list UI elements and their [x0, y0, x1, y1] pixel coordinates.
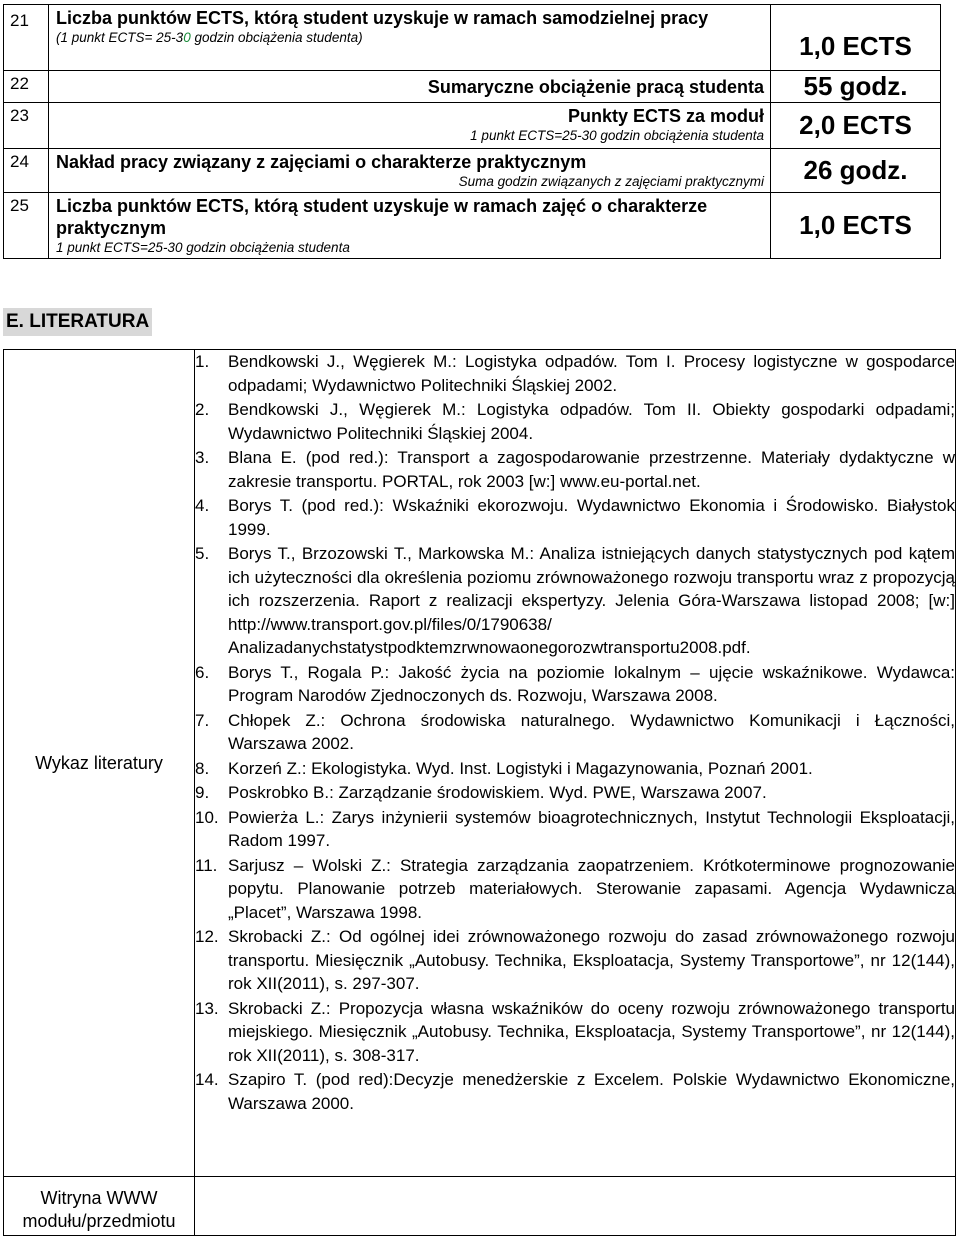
row-number: 22: [4, 71, 49, 103]
literature-item-number: 10.: [195, 807, 219, 827]
literature-item-number: 1.: [195, 352, 210, 371]
row-value: 55 godz.: [771, 71, 941, 103]
row-description: [49, 71, 771, 103]
literature-item: [195, 494, 955, 541]
literature-item: [195, 1068, 955, 1115]
literature-item: [195, 542, 955, 660]
literature-item-text: Poskrobko B.: Zarządzanie środowiskiem. Wyd. PWE, Warszawa 2007.: [228, 783, 767, 802]
literature-item-number: 5.: [195, 544, 210, 563]
literature-item: [195, 854, 955, 925]
literature-item: [195, 757, 955, 781]
literature-item-number: 3.: [195, 448, 210, 467]
row-value: 1,0 ECTS: [771, 5, 941, 71]
ects-row-25: [4, 193, 941, 259]
row-value: 1,0 ECTS: [771, 193, 941, 259]
ects-row-22: [4, 71, 941, 103]
literature-item-text: Skrobacki Z.: Propozycja własna wskaźników do oceny rozwoju zrównoważonego transportu miejskiego. Miesięcznik „Autobusy. Technika, Eksploatacja, Systemy Transportowe”, nr 12(144), rok XII(2011), s. 308-317.: [228, 998, 955, 1065]
row-title: Sumaryczne obciążenie pracą studenta: [427, 76, 764, 97]
literature-item: [195, 661, 955, 708]
literature-item-number: 2.: [195, 400, 210, 419]
literature-item-number: 4.: [195, 496, 210, 515]
row-number: 24: [4, 149, 49, 193]
literature-item-number: 8.: [195, 758, 210, 778]
ects-row-24: [4, 149, 941, 193]
row-value: 26 godz.: [771, 149, 941, 193]
www-value: [195, 1177, 956, 1236]
row-number: 21: [4, 5, 49, 71]
literature-item: [195, 446, 955, 493]
row-title: Liczba punktów ECTS, którą student uzyskuje w ramach samodzielnej pracy: [56, 8, 709, 28]
ects-table: [3, 4, 941, 259]
section-heading: E. LITERATURA: [3, 308, 152, 336]
literature-item: [195, 709, 955, 756]
literature-item-text: Borys T., Rogala P.: Jakość życia na poziomie lokalnym – ujęcie wskaźnikowe. Wydawca: Program Narodów Zjednoczonych ds. Rozwoju, Warszawa 2008.: [228, 662, 955, 705]
row-number: 25: [4, 193, 49, 259]
literature-item-number: 14.: [195, 1070, 219, 1089]
ects-row-21: [4, 5, 941, 71]
row-title: Nakład pracy związany z zajęciami o charakterze praktycznym: [56, 152, 587, 172]
literature-item: [195, 806, 955, 853]
row-value: 2,0 ECTS: [771, 103, 941, 149]
literature-item-text: Bendkowski J., Węgierek M.: Logistyka odpadów. Tom II. Obiekty gospodarki odpadami; Wydawnictwo Politechniki Śląskiej 2004.: [228, 400, 955, 443]
literature-list: [195, 350, 955, 1115]
row-note: Suma godzin związanych z zajęciami praktycznymi: [458, 174, 764, 189]
literature-item-text: Skrobacki Z.: Od ogólnej idei zrównoważonego rozwoju do zasad zrównoważonego rozwoju transportu. Miesięcznik „Autobusy. Technika, Eksploatacja, Systemy Transportowe”, nr 12(144), rok XII(2011), s. 297-307.: [228, 927, 955, 993]
literature-item-number: 9.: [195, 783, 210, 802]
row-description: [49, 193, 771, 259]
row-description: [49, 103, 771, 149]
literature-item-text: Chłopek Z.: Ochrona środowiska naturalnego. Wydawnictwo Komunikacji i Łączności, Warszawa 2002.: [228, 710, 955, 753]
row-note: (1 punkt ECTS= 25-30 godzin obciążenia studenta): [56, 30, 363, 45]
literature-item-text: Blana E. (pod red.): Transport a zagospodarowanie przestrzenne. Materiały dydaktyczne w zakresie transportu. PORTAL, rok 2003 [w:] www.eu-portal.net.: [228, 448, 955, 491]
row-description: [49, 149, 771, 193]
row-note: 1 punkt ECTS=25-30 godzin obciążenia studenta: [56, 240, 350, 255]
www-label: Witryna WWW modułu/przedmiotu: [4, 1177, 195, 1236]
row-description: [49, 5, 771, 71]
literature-item-text: Korzeń Z.: Ekologistyka. Wyd. Inst. Logistyki i Magazynowania, Poznań 2001.: [228, 758, 813, 778]
literature-item: [195, 350, 955, 397]
literature-item: [195, 781, 955, 805]
row-note: 1 punkt ECTS=25-30 godzin obciążenia studenta: [470, 128, 764, 143]
literature-item-text: Bendkowski J., Węgierek M.: Logistyka odpadów. Tom I. Procesy logistyczne w gospodarce odpadami; Wydawnictwo Politechniki Śląskiej 2002.: [228, 352, 955, 395]
ects-row-23: [4, 103, 941, 149]
row-title: Liczba punktów ECTS, którą student uzyskuje w ramach zajęć o charakterze praktycznym: [56, 196, 708, 238]
literature-item-number: 6.: [195, 662, 210, 682]
row-title: Punkty ECTS za moduł: [567, 106, 764, 126]
literature-item-text: Szapiro T. (pod red):Decyzje menedżerskie z Excelem. Polskie Wydawnictwo Ekonomiczne, Warszawa 2000.: [228, 1070, 955, 1113]
literature-list-cell: [195, 350, 956, 1177]
literature-row: [4, 350, 956, 1177]
literature-table: [3, 349, 956, 1236]
literature-item: [195, 398, 955, 445]
literature-item-number: 13.: [195, 998, 219, 1018]
literature-item-text: Borys T., Brzozowski T., Markowska M.: Analiza istniejących danych statystycznych pod kątem ich użyteczności dla określenia poziomu zrównoważonego rozwoju transportu wraz z propozycją ich rozszerzenia. Raport z realizacji ekspertyzy. Jelenia Góra-Warszawa listopad 2008; [w:] http://www.transport.gov.pl/files/0/1790638/ Analizadanychstatystpodktemzrwnowaonegorozwtransportu2008.pdf.: [228, 544, 955, 657]
literature-item-number: 12.: [195, 927, 219, 946]
www-row: [4, 1177, 956, 1236]
literature-item-number: 11.: [195, 855, 218, 875]
literature-item-number: 7.: [195, 710, 210, 730]
literature-item: [195, 997, 955, 1068]
literature-item-text: Borys T. (pod red.): Wskaźniki ekorozwoju. Wydawnictwo Ekonomia i Środowisko. Białystok 1999.: [228, 496, 955, 539]
literature-item-text: Powierża L.: Zarys inżynierii systemów bioagrotechnicznych, Instytut Technologii Eksploatacji, Radom 1997.: [228, 807, 955, 850]
row-number: 23: [4, 103, 49, 149]
literature-item: [195, 925, 955, 996]
literature-item-text: Sarjusz – Wolski Z.: Strategia zarządzania zaopatrzeniem. Krótkoterminowe prognozowanie popytu. Planowanie potrzeb materiałowych. Sterowanie zapasami. Agencja Wydawnicza „Placet”, Warszawa 1998.: [228, 855, 955, 922]
literature-label: Wykaz literatury: [4, 350, 195, 1177]
